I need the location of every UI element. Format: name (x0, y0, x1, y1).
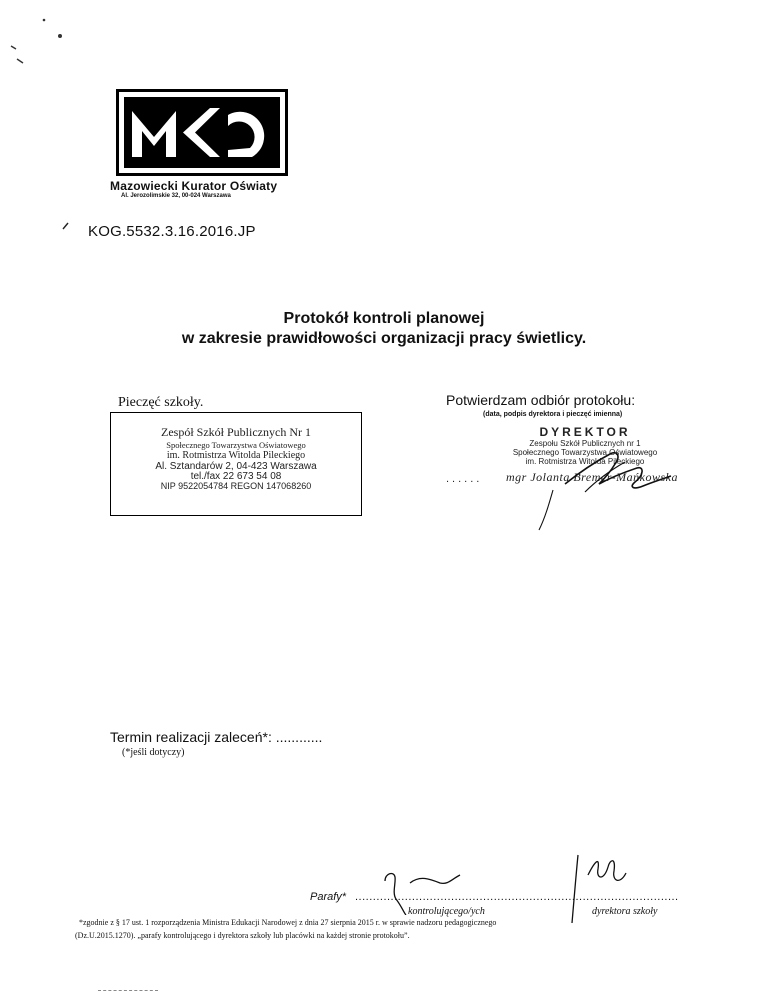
deadline-note: (*jeśli dotyczy) (122, 747, 185, 758)
mko-logo-glyphs (124, 97, 280, 168)
director-stamp-dots: ...... (446, 473, 483, 485)
school-stamp-line: Społecznego Towarzystwa Oświatowego (166, 440, 306, 450)
scan-specks (0, 0, 80, 70)
document-title-line-2: w zakresie prawidłowości organizacji pracy świetlicy. (181, 330, 587, 347)
school-stamp-caption: Pieczęć szkoły. (118, 395, 204, 410)
school-stamp-box (110, 412, 362, 516)
director-stamp-line: im. Rotmistrza Witolda Pileckiego (525, 457, 645, 466)
reference-number: KOG.5532.3.16.2016.JP (88, 223, 256, 240)
school-stamp-line: tel./fax 22 673 54 08 (190, 471, 282, 482)
mko-logo (116, 89, 288, 176)
school-stamp-line: im. Rotmistrza Witolda Pileckiego (166, 450, 306, 461)
logo-institution-name: Mazowiecki Kurator Oświaty (110, 179, 278, 193)
recommendation-deadline: Termin realizacji zaleceń*: ............ (110, 729, 323, 745)
director-stamp-name: mgr Jolanta Bremer-Mańkowska (506, 470, 678, 484)
receipt-confirmation-title: Potwierdzam odbiór protokołu: (446, 392, 636, 408)
director-label: dyrektora szkoły (592, 906, 658, 917)
director-stamp-heading: DYREKTOR (539, 425, 631, 439)
footnote-line-1: *zgodnie z § 17 ust. 1 rozporządzenia Ministra Edukacji Narodowej z dnia 27 sierpnia 2015 r. w sprawie nadzoru pedagogicznego (79, 918, 497, 927)
initials-dotted-line: ........................................................................................... (355, 891, 679, 903)
logo-address: Al. Jerozolimskie 32, 00-024 Warszawa (121, 193, 231, 199)
school-stamp-line: NIP 9522054784 REGON 147068260 (160, 481, 312, 491)
school-stamp-name: Zespół Szkół Publicznych Nr 1 (161, 425, 311, 439)
director-signature (525, 432, 705, 532)
document-title-line-1: Protokół kontroli planowej (283, 310, 485, 327)
director-stamp-line: Społecznego Towarzystwa Oświatowego (512, 448, 658, 457)
director-stamp-line: Zespołu Szkół Publicznych nr 1 (529, 439, 641, 448)
footnote-line-2: (Dz.U.2015.1270). „parafy kontrolującego i dyrektora szkoły lub placówki na każdej stronie protokołu”. (75, 931, 410, 940)
school-stamp-line: Al. Sztandarów 2, 04-423 Warszawa (155, 461, 317, 472)
scan-edge-line (98, 990, 158, 991)
margin-tick (60, 222, 70, 232)
receipt-confirmation-subtitle: (data, podpis dyrektora i pieczęć imienna) (483, 411, 623, 418)
controller-label: kontrolującego/ych (408, 906, 485, 917)
initials-label: Parafy* (310, 891, 347, 903)
